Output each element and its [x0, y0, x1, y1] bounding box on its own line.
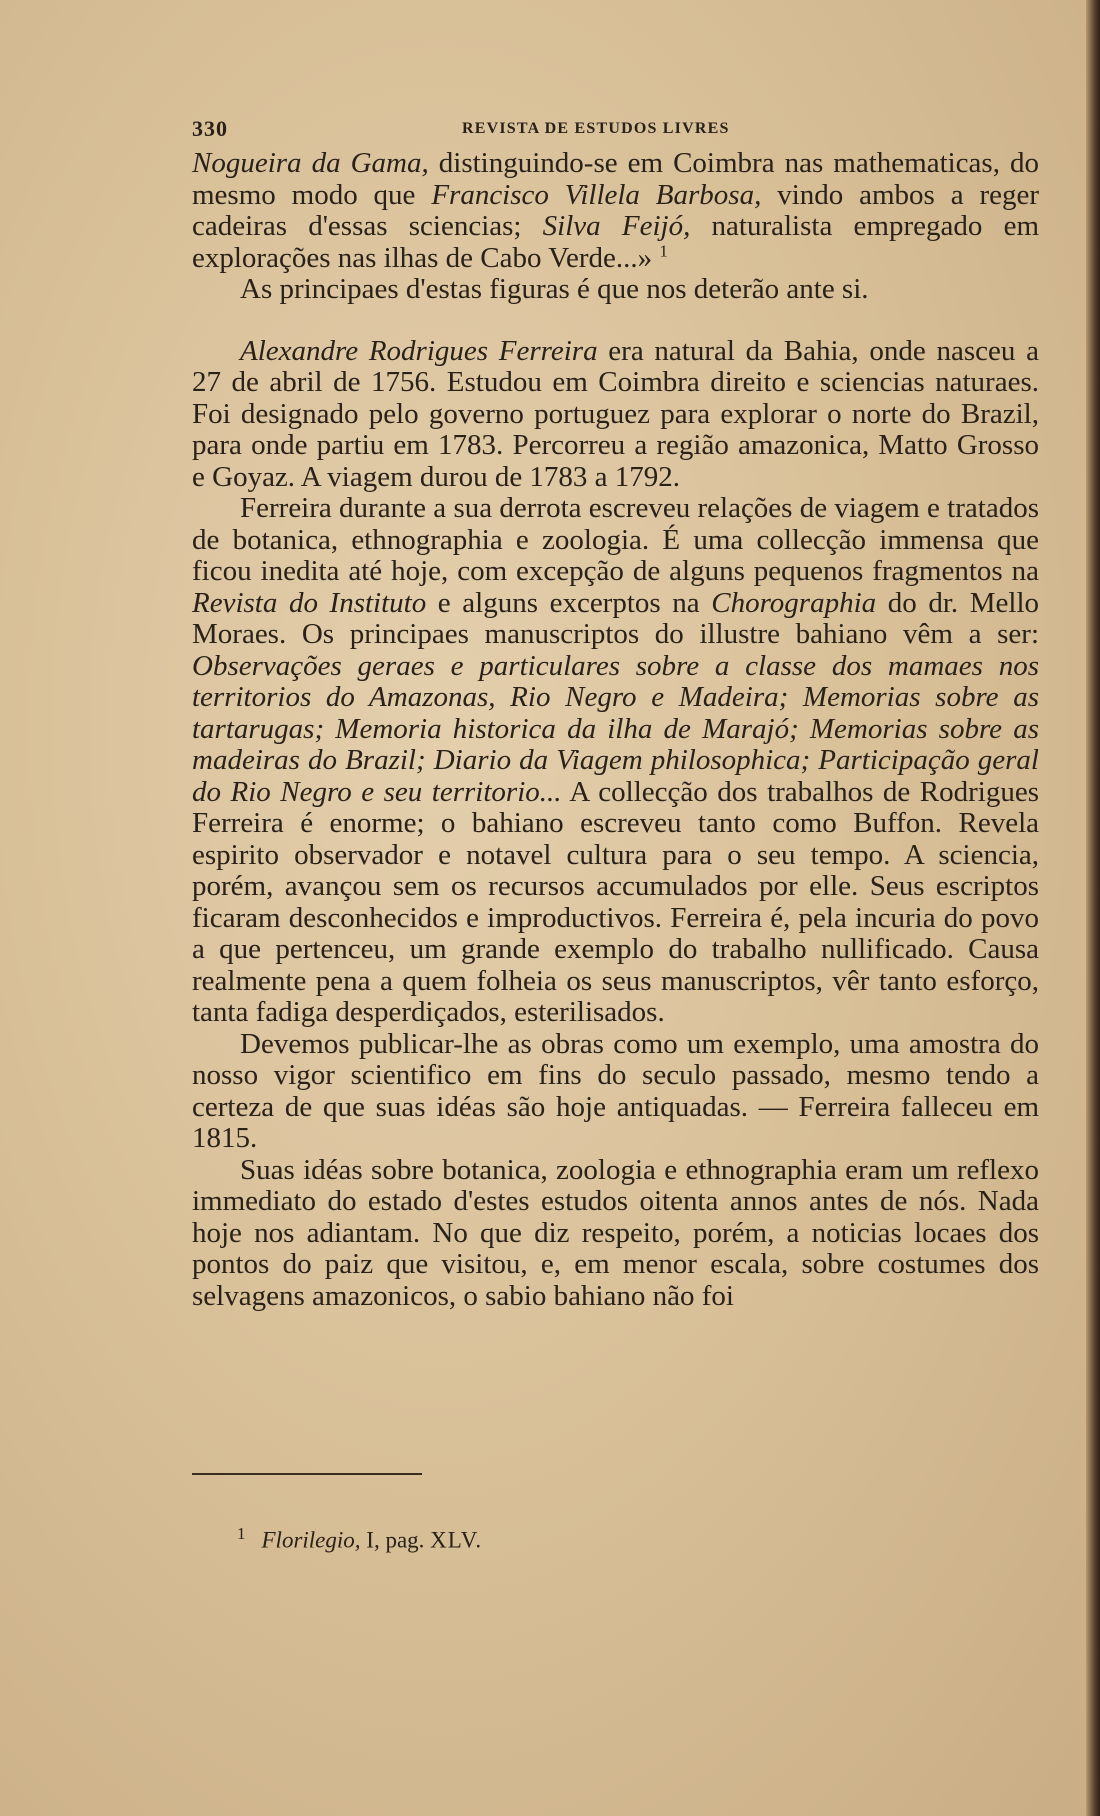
paragraph-ferreira-works	[192, 493, 1039, 1029]
running-head	[192, 108, 1039, 148]
text-run: e alguns excerptos na	[426, 586, 712, 619]
book-page	[192, 108, 1039, 1788]
paragraph-suas-ideas: Suas idéas sobre botanica, zoologia e ethnographia eram um reflexo immediato do estado d'estes estudos oitenta annos antes de nós. Nada hoje nos adiantam. No que diz respeito, porém, a noticias locaes dos pontos do paiz que visitou, e, em menor escala, sobre costumes dos selvagens amazonicos, o sabio bahiano não foi	[192, 1153, 1039, 1312]
text-run: Ferreira durante a sua derrota escreveu relações de viagem e tratados de botanica, ethnographia e zoologia. É uma collecção immensa que ficou inedita até hoje, com excepção de alguns pequenos fragmentos na	[192, 492, 1039, 587]
footnote-title: Florilegio,	[261, 1527, 361, 1553]
name-silva-feijo: Silva Feijó,	[542, 210, 691, 242]
footnote-reference: 1	[659, 240, 668, 260]
name-nogueira-da-gama: Nogueira da Gama,	[192, 147, 429, 179]
paragraph-alexandre-ferreira	[192, 336, 1039, 494]
title-chorographia: Chorographia	[711, 586, 877, 619]
text-run: vindo ambos a reger cadeiras d'essas sciencias;	[192, 178, 1040, 242]
paragraph-continuation	[192, 148, 1039, 274]
text-run: distinguindo-se em Coimbra nas mathematicas, do mesmo modo que	[192, 147, 1039, 211]
footnote	[237, 1524, 482, 1554]
page-number: 330	[192, 116, 228, 141]
text-run: naturalista empregado em explorações nas ilhas de Cabo Verde...»	[192, 210, 1040, 274]
text-run: A collecção dos trabalhos de Rodrigues Ferreira é enorme; o bahiano escreveu tanto como Buffon. Revela espirito observador e notavel cultura para o seu tempo. A sciencia, porém, avançou sem os recursos accumulados por elle. Seus escriptos ficaram desconhecidos e improductivos. Ferreira é, pela incuria do povo a que pertenceu, um grande exemplo do trabalho nullificado. Causa realmente pena a quem folheia os seus manuscriptos, vêr tanto esforço, tanta fadiga desperdiçados, esterilisados.	[192, 775, 1039, 1028]
journal-title: REVISTA DE ESTUDOS LIVRES	[462, 120, 730, 137]
paragraph-devemos: Devemos publicar-lhe as obras como um exemplo, uma amostra do nosso vigor scientifico em fins do seculo passado, mesmo tendo a certeza de que suas idéas são hoje antiquadas. — Ferreira falleceu em 1815.	[192, 1027, 1039, 1154]
footnote-number: 1	[237, 1524, 246, 1543]
name-francisco-villela-barbosa: Francisco Villela Barbosa,	[431, 178, 762, 211]
text-run: era natural da Bahia, onde nasceu a 27 de abril de 1756. Estudou em Coimbra direito e sciencias naturaes. Foi designado pelo governo portuguez para explorar o norte do Brazil, para onde partiu em 1783. Percorreu a região amazonica, Matto Grosso e Goyaz. A viagem durou de 1783 a 1792.	[192, 334, 1040, 493]
footnote-citation: I, pag.	[360, 1527, 431, 1553]
footnote-rule	[192, 1473, 422, 1475]
manuscript-titles: Observações geraes e particulares sobre a classe dos mamaes nos territorios do Amazonas, Rio Negro e Madeira; Memorias sobre as tartarugas; Memoria historica da ilha de Marajó; Memorias sobre as madeiras do Brazil; Diario da Viagem philosophica; Participação geral do Rio Negro e seu territorio...	[192, 649, 1039, 808]
name-alexandre-rodrigues-ferreira: Alexandre Rodrigues Ferreira	[240, 334, 598, 367]
footnote-page-roman: XLV.	[430, 1527, 483, 1553]
title-revista-do-instituto: Revista do Instituto	[192, 586, 427, 619]
book-binding-edge	[1086, 0, 1100, 1816]
text-run: do dr. Mello Moraes. Os principaes manuscriptos do illustre bahiano vêm a ser:	[192, 586, 1040, 650]
paragraph-principaes: As principaes d'estas figuras é que nos deterão ante si.	[240, 273, 869, 305]
